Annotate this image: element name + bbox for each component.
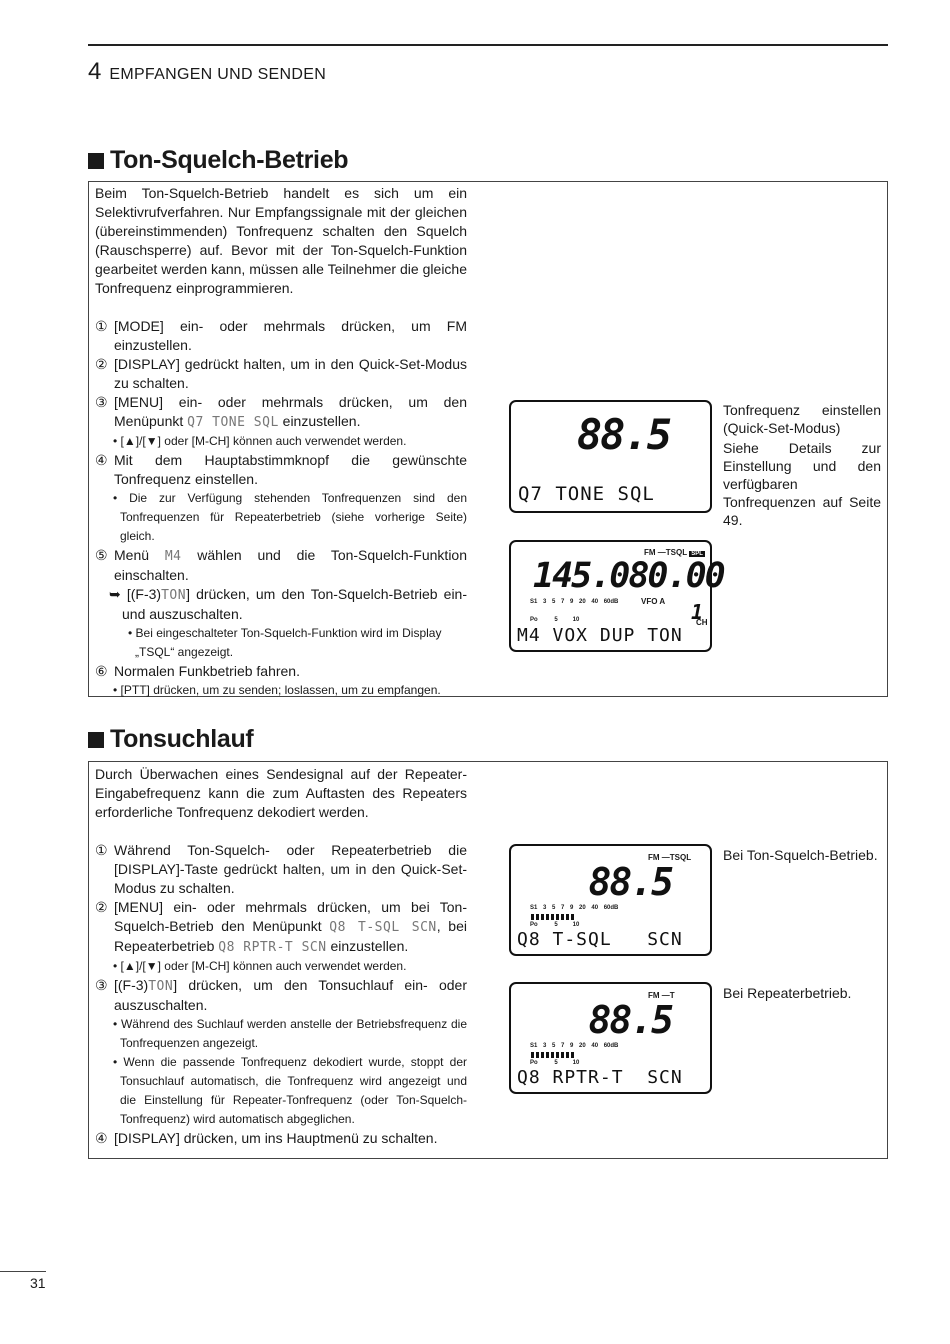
spl-badge: SPL: [691, 551, 703, 557]
lcd-menu-text: Q8 RPTR-T SCN: [517, 1067, 683, 1088]
text-column: [95, 765, 467, 1148]
step-1: ① Während Ton-Squelch- oder Repeaterbetrieb die [DISPLAY]-Taste gedrückt halten, um in den Quick-Set-Modus zu schalten.: [95, 842, 467, 896]
step-5: ⑤ Menü M4 wählen und die Ton-Squelch-Funktion einschalten.: [95, 547, 467, 583]
lcd-display-tone-sql: [509, 400, 712, 513]
lcd-menu-text: Q8 T-SQL SCN: [517, 929, 683, 950]
lcd-po-scale: Po 5 10: [530, 1060, 580, 1066]
key-code-ton: TON: [148, 979, 174, 994]
step-4: ④ Mit dem Hauptabstimmknopf die gewünschte Tonfrequenz einstellen.: [95, 452, 467, 487]
menu-code-q8-rptr: Q8 RPTR-T SCN: [218, 940, 327, 955]
step-2: ② [DISPLAY] gedrückt halten, um in den Quick-Set-Modus zu schalten.: [95, 356, 467, 391]
step-2-note: • [▲]/[▼] oder [M-CH] können auch verwendet werden.: [113, 959, 407, 973]
section-box-tonsuchlauf: [88, 761, 888, 1159]
menu-code-q7: Q7 TONE SQL: [187, 415, 279, 430]
lcd-ch-indicator: CH: [696, 618, 708, 627]
lcd-s-meter-bars: [531, 1052, 574, 1058]
step-3: ③ [(F-3)TON] drücken, um den Tonsuchlauf ein- oder auszuschalten.: [95, 977, 467, 1013]
lcd-tone-value: 88.5: [588, 998, 672, 1042]
lcd3-caption: Bei Ton-Squelch-Betrieb.: [723, 847, 878, 863]
square-bullet-icon: [88, 732, 104, 748]
lcd-po-scale: Po 5 10: [530, 617, 580, 623]
lcd-menu-text: M4 VOX DUP TON: [517, 625, 683, 646]
top-rule: [88, 44, 888, 46]
lcd-display-rptr-scan: [509, 982, 712, 1094]
step-4: ④ [DISPLAY] drücken, um ins Hauptmenü zu schalten.: [95, 1130, 438, 1146]
chapter-header: [88, 58, 326, 86]
lcd-s-meter-bars: [531, 914, 574, 920]
lcd-s-meter-scale: S1 3 5 7 9 20 40 60dB: [530, 599, 619, 605]
text-column: [95, 184, 467, 700]
intro-paragraph: Durch Überwachen eines Sendesignal auf der Repeater-Eingabefrequenz kann die zum Auftasten des Repeaters erforderliche Tonfrequenz dekodiert werden.: [95, 766, 467, 820]
key-code-ton: TON: [161, 588, 187, 603]
section-title-ton-squelch: Ton-Squelch-Betrieb: [88, 146, 348, 175]
lcd-mode-indicator: FM —TSQL: [648, 853, 692, 862]
step-6: ⑥ Normalen Funkbetrieb fahren.: [95, 663, 300, 679]
lcd-s-meter-scale: S1 3 5 7 9 20 40 60dB: [530, 905, 619, 911]
step-1: ① [MODE] ein- oder mehrmals drücken, um FM einzustellen.: [95, 318, 467, 353]
intro-paragraph: Beim Ton-Squelch-Betrieb handelt es sich um ein Selektivrufverfahren. Nur Empfangssignale mit der gleichen (übereinstimmenden) Tonfrequenz schalten den Squelch (Rauschsperre) auf. Bevor mit der Ton-Squelch-Funktion gearbeitet werden kann, müssen alle Teilnehmer die gleiche Tonfrequenz einprogrammieren.: [95, 185, 467, 296]
step-6-note: • [PTT] drücken, um zu senden; loslassen, um zu empfangen.: [113, 683, 441, 697]
lcd-channel-number: 1: [691, 600, 702, 624]
lcd-frequency: 145.080.00: [533, 556, 724, 596]
menu-code-m4: M4: [164, 549, 182, 564]
lcd-display-tsql-scan: [509, 844, 712, 956]
step-3-note-1: • Während des Suchlauf werden anstelle der Betriebsfrequenz die Tonfrequenzen angezeigt.: [113, 1017, 467, 1050]
chapter-number: 4: [88, 58, 102, 85]
section-title-tonsuchlauf: Tonsuchlauf: [88, 725, 253, 754]
step-2: ② [MENU] ein- oder mehrmals drücken, um bei Ton-Squelch-Betrieb den Menüpunkt Q8 T-SQL SCN, bei Repeaterbetrieb Q8 RPTR-T SCN einzustellen.: [95, 899, 467, 955]
lcd4-caption: Bei Repeaterbetrieb.: [723, 985, 852, 1001]
footer-rule: [0, 1271, 46, 1272]
lcd-tone-value: 88.5: [576, 410, 670, 459]
section-box-ton-squelch: [88, 181, 888, 697]
lcd-mode-indicator: FM —TSQL SPL: [644, 548, 703, 557]
step-3-note: • [▲]/[▼] oder [M-CH] können auch verwendet werden.: [113, 434, 407, 448]
lcd-vfo-indicator: VFO A: [641, 597, 666, 606]
lcd1-caption: Tonfrequenz einstellen (Quick-Set-Modus) Siehe Details zur Einstellung und den verfügbaren Tonfrequenzen auf Seite 49.: [723, 402, 881, 528]
chapter-title: EMPFANGEN UND SENDEN: [109, 66, 327, 83]
step-4-note: • Die zur Verfügung stehenden Tonfrequenzen sind den Tonfrequenzen für Repeaterbetrieb (siehe vorherige Seite) gleich.: [113, 491, 467, 543]
lcd-s-meter-scale: S1 3 5 7 9 20 40 60dB: [530, 1043, 619, 1049]
step-5-note: • Bei eingeschalteter Ton-Squelch-Funktion wird im Display „TSQL“ angezeigt.: [128, 626, 442, 659]
step-5-action: ➥ [(F-3)TON] drücken, um den Ton-Squelch-Betrieb ein- und auszuschalten.: [109, 586, 468, 622]
lcd-tone-value: 88.5: [588, 860, 672, 904]
menu-code-q8-tsql: Q8 T-SQL SCN: [329, 920, 437, 935]
square-bullet-icon: [88, 153, 104, 169]
step-3: ③ [MENU] ein- oder mehrmals drücken, um den Menüpunkt Q7 TONE SQL einzustellen.: [95, 394, 467, 430]
page-number: 31: [30, 1275, 46, 1291]
step-3-note-2: • Wenn die passende Tonfrequenz dekodiert wurde, stoppt der Tonsuchlauf automatisch, die Tonfrequenz wird angezeigt und die Einstellung für Repeater-Tonfrequenz (oder Ton-Squelch-Tonfrequenz) wird automatisch abgeglichen.: [113, 1055, 467, 1126]
lcd-menu-text: Q7 TONE SQL: [518, 483, 655, 505]
lcd-display-m4-menu: [509, 540, 724, 652]
lcd-mode-indicator: FM —T: [648, 991, 675, 1000]
lcd-po-scale: Po 5 10: [530, 922, 580, 928]
